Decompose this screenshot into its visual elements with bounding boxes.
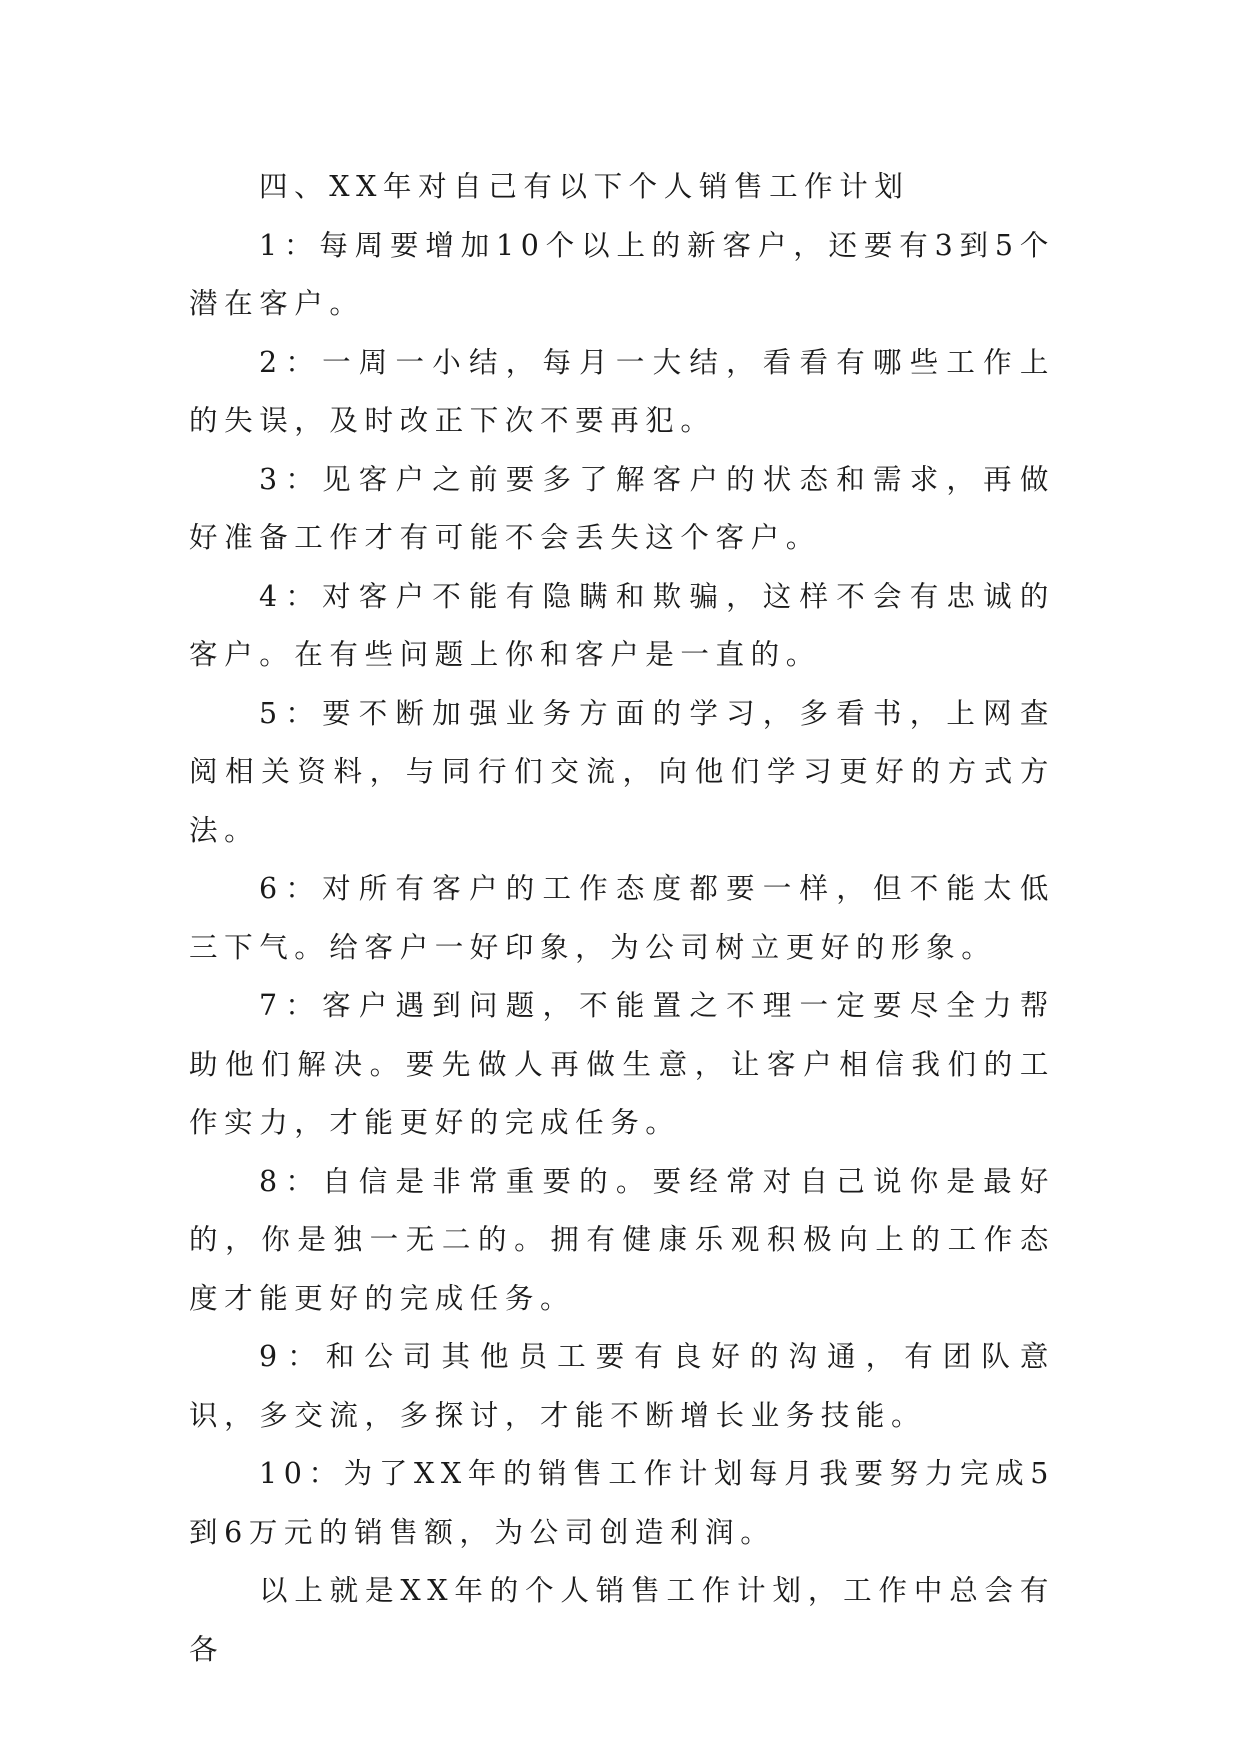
- plan-item-4: 4：对客户不能有隐瞒和欺骗，这样不会有忠诚的客户。在有些问题上你和客户是一直的。: [189, 579, 1055, 671]
- section-heading: 四、XX年对自己有以下个人销售工作计划: [259, 170, 910, 203]
- document-body: [189, 158, 1055, 1679]
- plan-item-9: 9：和公司其他员工要有良好的沟通，有团队意识，多交流，多探讨，才能不断增长业务技能。: [189, 1340, 1055, 1432]
- plan-item-8: 8：自信是非常重要的。要经常对自己说你是最好的，你是独一无二的。拥有健康乐观积极向上的工作态度才能更好的完成任务。: [189, 1164, 1055, 1315]
- plan-item-2: 2：一周一小结，每月一大结，看看有哪些工作上的失误，及时改正下次不要再犯。: [189, 345, 1055, 437]
- plan-item-5: 5：要不断加强业务方面的学习，多看书，上网查阅相关资料，与同行们交流，向他们学习更好的方式方法。: [189, 696, 1055, 847]
- closing-paragraph: 以上就是XX年的个人销售工作计划，工作中总会有各: [189, 1574, 1055, 1666]
- plan-item-3: 3：见客户之前要多了解客户的状态和需求，再做好准备工作才有可能不会丢失这个客户。: [189, 462, 1055, 554]
- plan-item-1: 1：每周要增加10个以上的新客户，还要有3到5个潜在客户。: [189, 228, 1055, 320]
- plan-item-6: 6：对所有客户的工作态度都要一样，但不能太低三下气。给客户一好印象，为公司树立更好的形象。: [189, 872, 1055, 964]
- plan-item-10: 10：为了XX年的销售工作计划每月我要努力完成5到6万元的销售额，为公司创造利润。: [189, 1457, 1055, 1549]
- plan-item-7: 7：客户遇到问题，不能置之不理一定要尽全力帮助他们解决。要先做人再做生意，让客户相信我们的工作实力，才能更好的完成任务。: [189, 989, 1055, 1139]
